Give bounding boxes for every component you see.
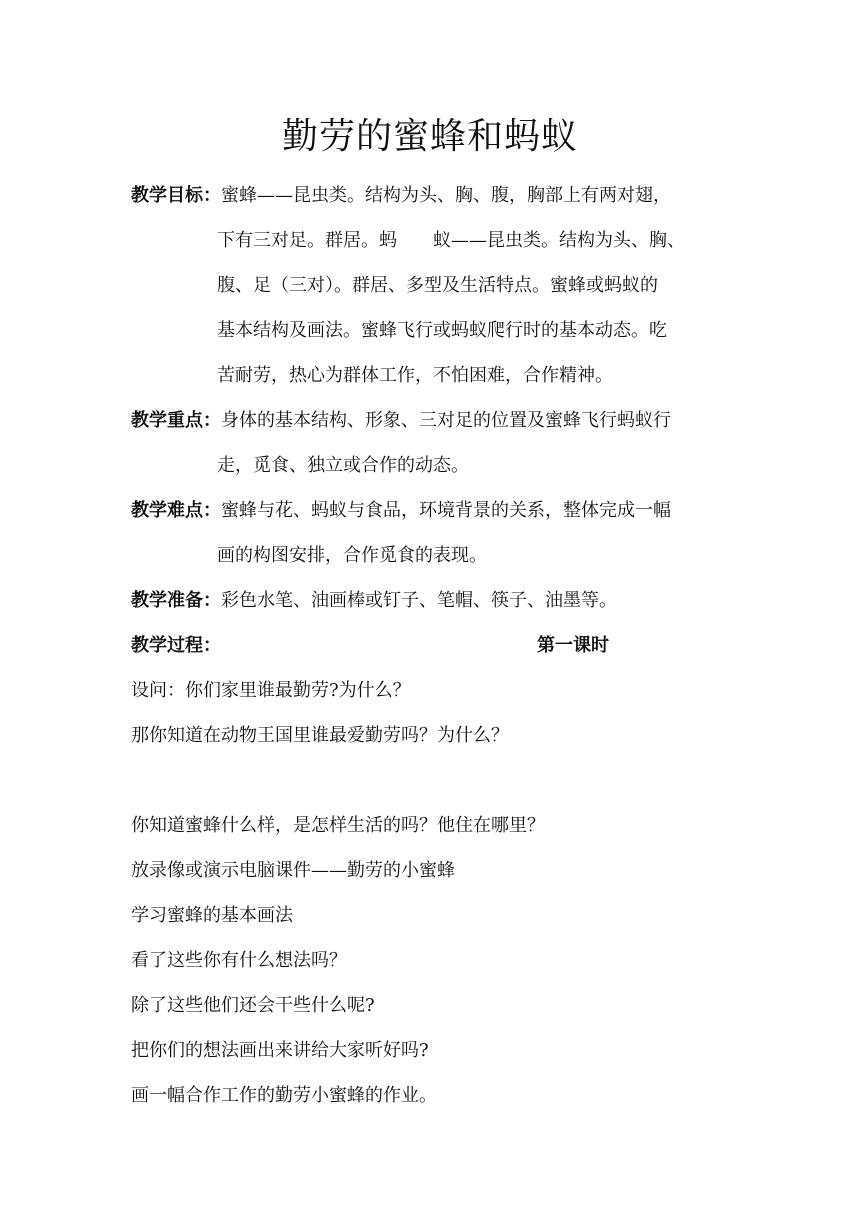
body-line: 画一幅合作工作的勤劳小蜜蜂的作业。 — [131, 1085, 437, 1106]
objectives-line-5: 苦耐劳，热心为群体工作，不怕困难，合作精神。 — [217, 365, 613, 386]
objectives-line-2: 下有三对足。群居。蚂 蚁——昆虫类。结构为头、胸、 — [217, 230, 685, 251]
page-title: 勤劳的蜜蜂和蚂蚁 — [281, 116, 578, 157]
key-points-section — [131, 398, 741, 488]
difficulties-label: 教学难点： — [131, 500, 221, 521]
difficulties-line-2: 画的构图安排，合作觅食的表现。 — [217, 545, 487, 566]
preparation-section — [131, 578, 741, 623]
difficulties-first-line — [131, 488, 741, 533]
body-line: 放录像或演示电脑课件——勤劳的小蜜蜂 — [131, 860, 455, 881]
body-line: 除了这些他们还会干些什么呢? — [131, 995, 375, 1016]
key-points-line-1: 身体的基本结构、形象、三对足的位置及蜜蜂飞行蚂蚁行 — [221, 410, 671, 431]
difficulties-section — [131, 488, 741, 578]
key-points-label: 教学重点： — [131, 410, 221, 431]
body-line: 把你们的想法画出来讲给大家听好吗? — [131, 1040, 429, 1061]
key-points-line-2: 走，觅食、独立或合作的动态。 — [217, 455, 469, 476]
body-line: 设问：你们家里谁最勤劳?为什么？ — [131, 680, 411, 701]
objectives-label: 教学目标： — [131, 185, 221, 206]
process-section — [131, 623, 741, 668]
key-points-first-line — [131, 398, 741, 443]
difficulties-line-1: 蜜蜂与花、蚂蚁与食品，环境背景的关系，整体完成一幅 — [221, 500, 671, 521]
body-line: 学习蜜蜂的基本画法 — [131, 905, 293, 926]
body-line: 那你知道在动物王国里谁最爱勤劳吗？为什么？ — [131, 725, 509, 746]
objectives-first-line — [131, 173, 741, 218]
process-label: 教学过程： — [131, 635, 221, 656]
preparation-text: 彩色水笔、油画棒或钉子、笔帽、筷子、油墨等。 — [221, 590, 617, 611]
objectives-line-4: 基本结构及画法。蜜蜂飞行或蚂蚁爬行时的基本动态。吃 — [217, 320, 667, 341]
objectives-section — [131, 173, 741, 398]
body-line: 看了这些你有什么想法吗？ — [131, 950, 347, 971]
objectives-line-3: 腹、足（三对）。群居、多型及生活特点。蜜蜂或蚂蚁的 — [217, 275, 658, 296]
lesson-period: 第一课时 — [537, 635, 609, 656]
body-line: 你知道蜜蜂什么样，是怎样生活的吗？他住在哪里？ — [131, 815, 545, 836]
preparation-label: 教学准备： — [131, 590, 221, 611]
objectives-line-1: 蜜蜂——昆虫类。结构为头、胸、腹，胸部上有两对翅， — [221, 185, 671, 206]
